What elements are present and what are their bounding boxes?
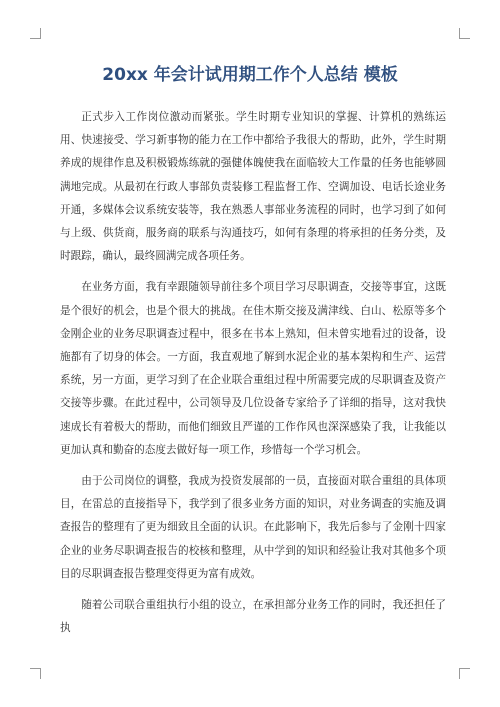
paragraph-3: 由于公司岗位的调整，我成为投资发展部的一员，直接面对联合重组的具体项目，在雷总的直接指导下，我学到了很多业务方面的知识，对业务调查的实施及调查报告的整理有了更为细致且全面的认识。在此影响下，我先后参与了金刚十四家企业的业务尽职调查报告的校核和整理，从中学到的知识和经验让我对其他多个项目的尽职调查报告整理变得更为富有成效。: [60, 475, 446, 580]
paragraph-1: 正式步入工作岗位激动而紧张。学生时期专业知识的掌握、计算机的熟练运用、快速接受、学习新事物的能力在工作中都给予我很大的帮助，此外，学生时期养成的规律作息及积极锻炼练就的强健体魄使我在面临较大工作量的任务也能够圆满地完成。从最初在行政人事部负责装修工程监督工作、空调加设、电话长途业务开通，多媒体会议系统安装等，我在熟悉人事部业务流程的同时，也学习到了如何与上级、供货商，服务商的联系与沟通技巧，如何有条理的将承担的任务分类，及时跟踪，确认，最终圆满完成各项任务。: [60, 111, 446, 263]
document-title: 20xx 年会计试用期工作个人总结 模板: [102, 65, 398, 85]
crop-mark-bottom-left: [30, 668, 41, 679]
document-body: [60, 106, 446, 648]
crop-mark-top-right: [459, 28, 470, 39]
paragraph-2: 在业务方面，我有幸跟随领导前往多个项目学习尽职调查，交接等事宜，这既是个很好的机会，也是个很大的挑战。在佳木斯交接及满津线、白山、松原等多个金刚企业的业务尽职调查过程中，很多在书本上熟知，但未曾实地看过的设备，设施都有了切身的体会。一方面，我直观地了解到水泥企业的基本架构和生产、运营系统，另一方面，更学习到了在企业联合重组过程中所需要完成的尽职调查及资产交接等步骤。在此过程中，公司领导及几位设备专家给予了详细的指导，这对我快速成长有着极大的帮助，而他们细致且严谨的工作作风也深深感染了我，让我能以更加认真和勤奋的态度去做好每一项工作，珍惜每一个学习机会。: [60, 281, 446, 456]
crop-mark-bottom-right: [459, 668, 470, 679]
crop-mark-top-left: [30, 28, 41, 39]
paragraph-4: 随着公司联合重组执行小组的设立，在承担部分业务工作的同时，我还担任了执: [60, 599, 446, 635]
